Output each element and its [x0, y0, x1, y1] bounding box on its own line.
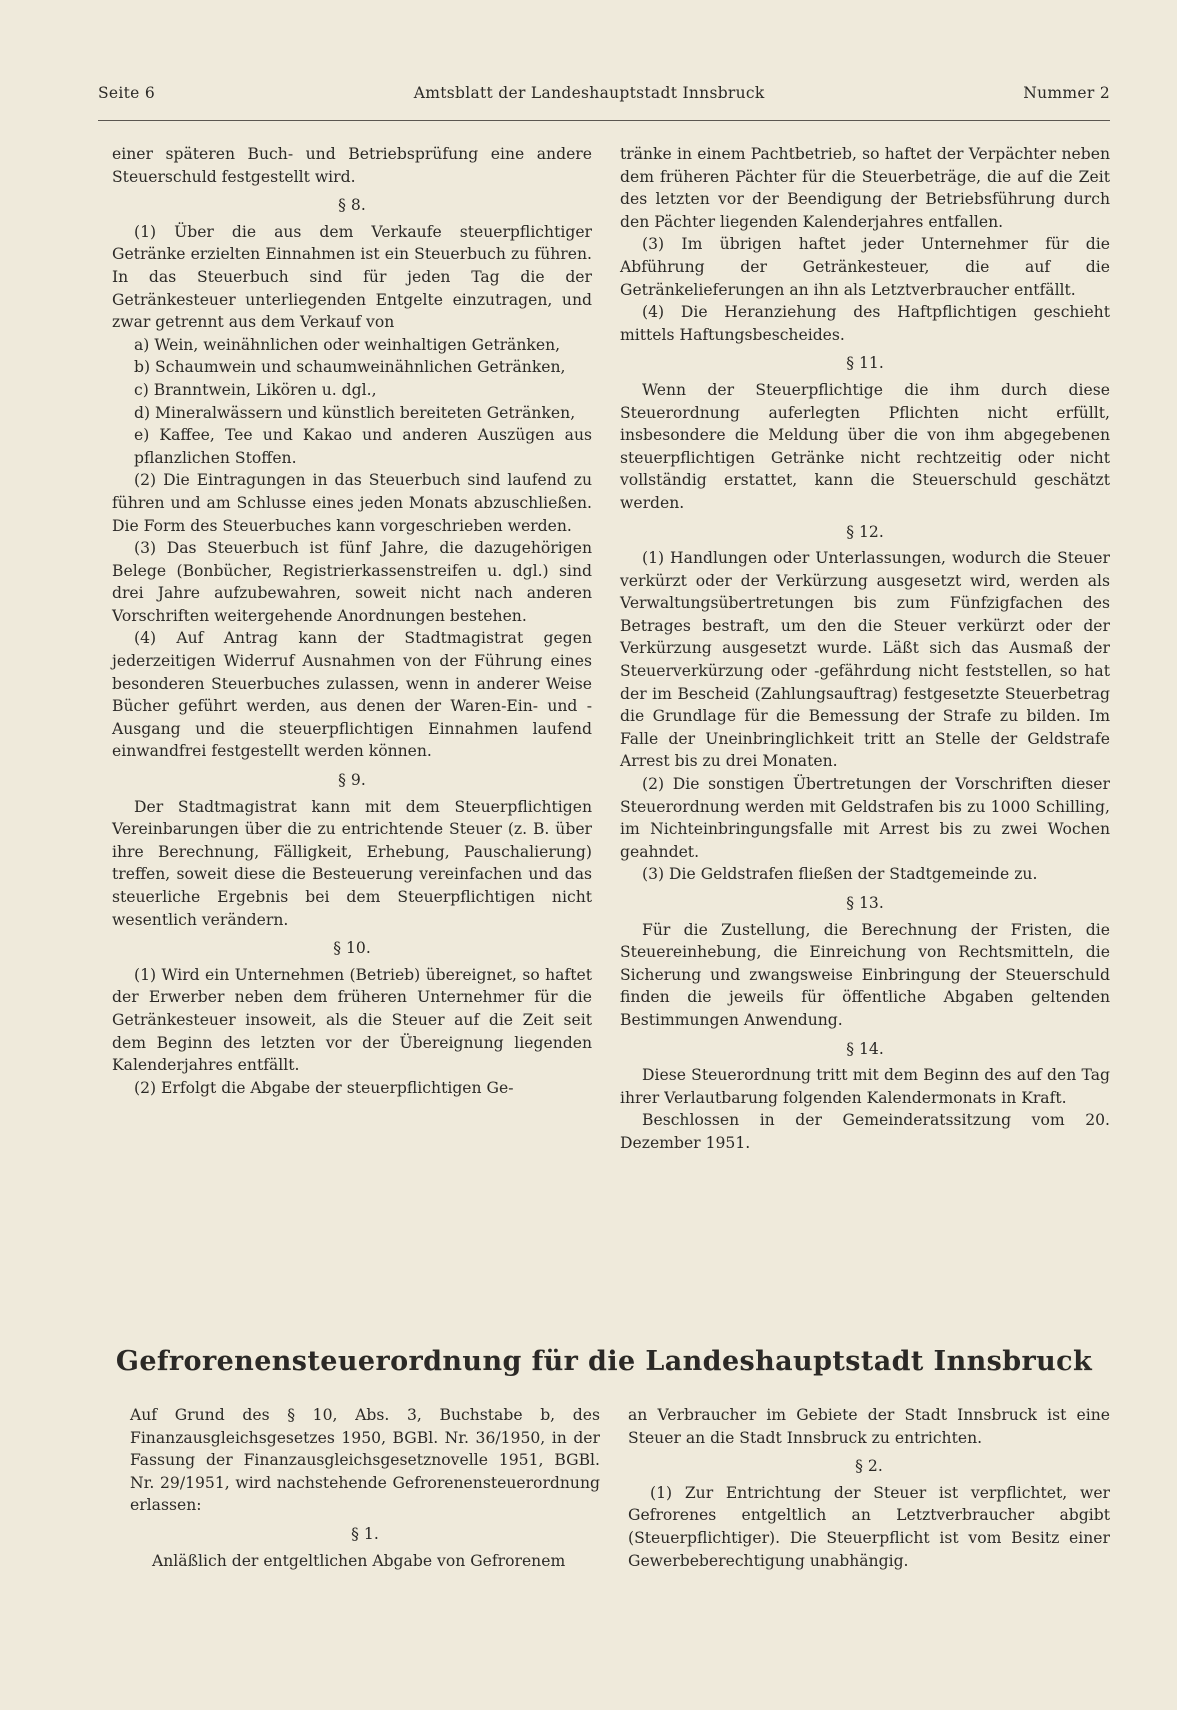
- paragraph: (4) Die Heranziehung des Haftpflichtigen geschieht mittels Haftungsbescheides.: [620, 303, 1110, 344]
- ordinance-heading: Gefrorenensteuerordnung für die Landeshauptstadt Innsbruck: [115, 1346, 1093, 1377]
- paragraph: (3) Das Steuerbuch ist fünf Jahre, die dazugehörigen Belege (Bonbücher, Registrierkassenstreifen u. dgl.) sind drei Jahre aufzubewahren, soweit nicht nach anderen Vorschriften weitergehende Anordnungen bestehen.: [112, 539, 592, 625]
- list-item: e) Kaffee, Tee und Kakao und anderen Auszügen aus pflanzlichen Stoffen.: [134, 426, 592, 467]
- page-number: Seite 6: [98, 84, 156, 102]
- section-number: § 11.: [846, 354, 884, 373]
- section-number: § 1.: [351, 1524, 379, 1543]
- paragraph: Anläßlich der entgeltlichen Abgabe von Gefrorenem: [152, 1551, 566, 1570]
- paragraph: Beschlossen in der Gemeinderatssitzung vom 20. Dezember 1951.: [620, 1111, 1110, 1152]
- paragraph: (2) Erfolgt die Abgabe der steuerpflichtigen Ge-: [134, 1078, 514, 1097]
- paragraph: Diese Steuerordnung tritt mit dem Beginn des auf den Tag ihrer Verlautbarung folgenden Kalendermonats in Kraft.: [620, 1066, 1110, 1107]
- paragraph: (2) Die Eintragungen in das Steuerbuch sind laufend zu führen und am Schlusse eines jeden Monats abzuschließen. Die Form des Steuerbuches kann vorgeschrieben werden.: [112, 471, 592, 535]
- paragraph: Auf Grund des § 10, Abs. 3, Buchstabe b, des Finanzausgleichsgesetzes 1950, BGBl. Nr. 36/1950, in der Fassung der Finanzausgleichsgesetznovelle 1951, BGBl. Nr. 29/1951, wird nachstehende Gefrorenensteuerordnung erlassen:: [130, 1406, 600, 1515]
- paragraph: an Verbraucher im Gebiete der Stadt Innsbruck ist eine Steuer an die Stadt Innsbruck zu entrichten.: [628, 1406, 1110, 1447]
- paragraph: (1) Handlungen oder Unterlassungen, wodurch die Steuer verkürzt oder der Verkürzung ausgesetzt wird, werden als Verwaltungsübertretungen bis zum Fünfzigfachen des Betrages bestraft, um den die Steuer verkürzt oder der Verkürzung ausgesetzt wurde. Läßt sich das Ausmaß der Steuerverkürzung oder -gefährdung nicht feststellen, so hat der im Bescheid (Zahlungsauftrag) festgesetzte Steuerbetrag die Grundlage für die Bemessung der Strafe zu bilden. Im Falle der Uneinbringlichkeit tritt an Stelle der Geldstrafe Arrest bis zu drei Monaten.: [620, 549, 1110, 771]
- list-item: a) Wein, weinähnlichen oder weinhaltigen Getränken,: [134, 335, 561, 354]
- paragraph: (1) Zur Entrichtung der Steuer ist verpflichtet, wer Gefrorenes entgeltlich an Letztverbraucher abgibt (Steuerpflichtiger). Die Steuerpflicht ist vom Besitz einer Gewerbeberechtigung unabhängig.: [628, 1483, 1110, 1570]
- paragraph: tränke in einem Pachtbetrieb, so haftet der Verpächter neben dem früheren Pächter für die Steuerbeträge, die auf die Zeit des letzten vor der Beendigung der Betriebsführung durch den Pächter liegenden Kalenderjahres entfallen.: [620, 145, 1110, 231]
- section-number: § 12.: [846, 522, 884, 541]
- paragraph: Für die Zustellung, die Berechnung der Fristen, die Steuereinhebung, die Einreichung von Rechtsmitteln, die Sicherung und zwangsweise Einbringung der Steuerschuld finden die jeweils für öffentliche Abgaben geltenden Bestimmungen Anwendung.: [620, 920, 1110, 1029]
- issue-number: Nummer 2: [1023, 84, 1110, 102]
- section-number: § 10.: [333, 939, 371, 958]
- list-item: c) Branntwein, Likören u. dgl.,: [134, 380, 377, 399]
- paragraph: (3) Die Geldstrafen fließen der Stadtgemeinde zu.: [642, 865, 1038, 884]
- section-number: § 14.: [846, 1039, 884, 1058]
- paragraph: einer späteren Buch- und Betriebsprüfung eine andere Steuerschuld festgestellt wird.: [112, 145, 592, 186]
- page-header: [98, 84, 1110, 102]
- paragraph: (3) Im übrigen haftet jeder Unternehmer für die Abführung der Getränkesteuer, die auf die Getränkelieferungen an ihn als Letztverbraucher entfällt.: [620, 235, 1110, 299]
- text-column-bottom-right: [628, 1404, 1110, 1572]
- paragraph: (2) Die sonstigen Übertretungen der Vorschriften dieser Steuerordnung werden mit Geldstrafen bis zu 1000 Schilling, im Nichteinbringungsfalle mit Arrest bis zu zwei Wochen geahndet.: [620, 775, 1110, 861]
- section-number: § 8.: [338, 196, 366, 215]
- text-column-bottom-left: [130, 1404, 600, 1572]
- paragraph: Wenn der Steuerpflichtige die ihm durch diese Steuerordnung auferlegten Pflichten nicht erfüllt, insbesondere die Meldung über die von ihm abgegebenen steuerpflichtigen Getränke nicht rechtzeitig oder nicht vollständig erstattet, kann die Steuerschuld geschätzt werden.: [620, 380, 1110, 512]
- section-number: § 9.: [338, 771, 366, 790]
- list-item: d) Mineralwässern und künstlich bereiteten Getränken,: [134, 403, 576, 422]
- section-number: § 2.: [855, 1457, 883, 1476]
- text-column-top-left: [112, 143, 592, 1099]
- header-rule: [98, 120, 1110, 121]
- publication-title: Amtsblatt der Landeshauptstadt Innsbruck: [413, 84, 765, 102]
- text-column-top-right: [620, 143, 1110, 1155]
- paragraph: Der Stadtmagistrat kann mit dem Steuerpflichtigen Vereinbarungen über die zu entrichtende Steuer (z. B. über ihre Berechnung, Fälligkeit, Erhebung, Pauschalierung) treffen, soweit diese die Besteuerung vereinfachen und das steuerliche Ergebnis bei dem Steuerpflichtigen nicht wesentlich verändern.: [112, 797, 592, 929]
- paragraph: (4) Auf Antrag kann der Stadtmagistrat gegen jederzeitigen Widerruf Ausnahmen von der Führung eines besonderen Steuerbuches zulassen, wenn in anderer Weise Bücher geführt werden, aus denen der Waren-Ein- und -Ausgang und die steuerpflichtigen Einnahmen laufend einwandfrei festgestellt werden können.: [112, 629, 592, 761]
- list-item: b) Schaumwein und schaumweinähnlichen Getränken,: [134, 358, 566, 377]
- paragraph: (1) Wird ein Unternehmen (Betrieb) übereignet, so haftet der Erwerber neben dem früheren Unternehmer für die Getränkesteuer insoweit, als die Steuer auf die Zeit seit dem Beginn des letzten vor der Übereignung liegenden Kalenderjahres entfällt.: [112, 965, 592, 1075]
- section-number: § 13.: [846, 894, 884, 912]
- paragraph: (1) Über die aus dem Verkaufe steuerpflichtiger Getränke erzielten Einnahmen ist ein Steuerbuch zu führen. In das Steuerbuch sind für jeden Tag die der Getränkesteuer unterliegenden Entgelte einzutragen, und zwar getrennt aus dem Verkauf von: [112, 222, 592, 332]
